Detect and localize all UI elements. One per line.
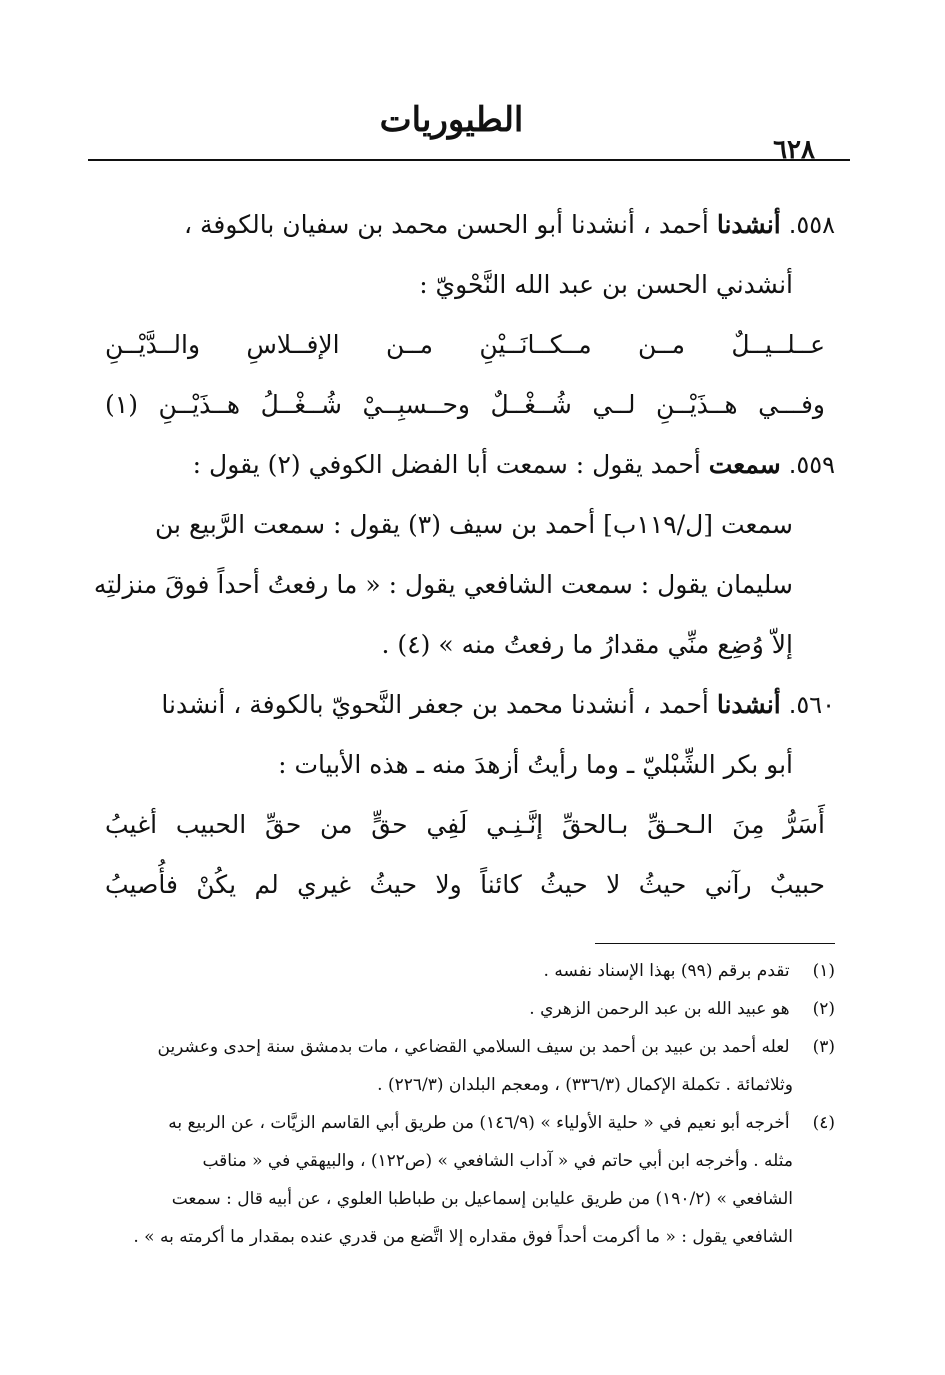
footnote-text: تقدم برقم (٩٩) بهذا الإسناد نفسه . (543, 961, 790, 981)
entry-559-line-2: سمعت [ل/١١٩ب] أحمد بن سيف (٣) يقول : سمعت الرَّبيع بن (155, 510, 793, 539)
footnote-4-continuation: مثله . وأخرجه ابن أبي حاتم في « آداب الشافعي » (ص١٢٢) ، والبيهقي في « مناقب (202, 1151, 793, 1171)
entry-keyword: سمعت (708, 450, 781, 479)
footnote-marker: (١) (812, 961, 835, 981)
footnotes (95, 952, 835, 1256)
poem-verse-1: عــلــيــلٌ مــن مــكــانَــيْنِ مــن الإفــلاسِ والــدَّيْــنِ (105, 330, 825, 359)
poem-verse-4: حبيبٌ رآني حيثُ لا حيثُ كائناً ولا حيثُ غيري لم يكُنْ فأُصيبُ (105, 870, 825, 899)
entry-keyword: أنشدنا (716, 210, 781, 239)
entry-text: أحمد يقول : سمعت أبا الفضل الكوفي (٢) يقول : (192, 450, 709, 479)
footnote-divider (595, 943, 835, 944)
footnote-text: أخرجه أبو نعيم في « حلية الأولياء » (١٤٦/٩) من طريق أبي القاسم الزيَّات ، عن الربيع به (168, 1113, 790, 1133)
entry-559-line-3: سليمان يقول : سمعت الشافعي يقول : « ما رفعتُ أحداً فوقَ منزلتِه (93, 570, 793, 599)
footnote-4-continuation: الشافعي يقول : « ما أكرمت أحداً فوق مقداره إلا اتَّضع من قدري عنده بمقدار ما أكرمته به » . (133, 1227, 793, 1247)
footnote-2 (95, 990, 835, 1028)
entry-text: أحمد ، أنشدنا أبو الحسن محمد بن سفيان بالكوفة ، (184, 210, 717, 239)
main-text (85, 195, 835, 915)
entry-560-line-1 (85, 675, 835, 735)
footnote-1 (95, 952, 835, 990)
footnote-3-continuation: وثلاثمائة . تكملة الإكمال (٣٣٦/٣) ، ومعجم البلدان (٢٢٦/٣) . (377, 1075, 793, 1095)
footnote-4 (95, 1104, 835, 1142)
entry-number: ٥٦٠. (788, 691, 835, 719)
entry-559-line-1 (85, 435, 835, 495)
entry-keyword: أنشدنا (716, 690, 781, 719)
footnote-marker: (٣) (812, 1037, 835, 1057)
poem-verse-2: وفـــي هــذَيْــنِ لــي شُــغْــلٌ وحــسبِــيْ شُــغْــلُ هــذَيْــنِ (١) (105, 390, 825, 419)
header-divider (88, 159, 850, 161)
entry-number: ٥٥٩. (788, 451, 835, 479)
entry-558-line-1 (85, 195, 835, 255)
book-title: الطيوريات (379, 100, 524, 140)
footnote-4-continuation: الشافعي » (١٩٠/٢) من طريق عليابن إسماعيل بن طباطبا العلوي ، عن أبيه قال : سمعت (171, 1189, 793, 1209)
entry-number: ٥٥٨. (788, 211, 835, 239)
footnote-text: هو عبيد الله بن عبد الرحمن الزهري . (529, 999, 790, 1019)
entry-558-line-2: أنشدني الحسن بن عبد الله النَّحْويّ : (419, 270, 793, 299)
entry-559-line-4: إلاّ وُضِع منِّي مقدارُ ما رفعتُ منه » (٤) . (381, 630, 793, 659)
entry-560-line-2: أبو بكر الشِّبْليّ ـ وما رأيتُ أزهدَ منه ـ هذه الأبيات : (278, 750, 793, 779)
page-header (88, 95, 815, 165)
poem-verse-3: أَسَرُّ مِنَ الـحـقِّ بـالحقِّ إنَّـنِـي لَفِي حقٍّ من حقِّ الحبيب أغيبُ (105, 810, 825, 839)
footnote-marker: (٢) (812, 999, 835, 1019)
footnote-marker: (٤) (812, 1113, 835, 1133)
entry-text: أحمد ، أنشدنا محمد بن جعفر النَّحويّ بالكوفة ، أنشدنا (161, 690, 717, 719)
footnote-3 (95, 1028, 835, 1066)
footnote-text: لعله أحمد بن عبيد بن أحمد بن سيف السلامي القضاعي ، مات بدمشق سنة إحدى وعشرين (157, 1037, 790, 1057)
page-number: ٦٢٨ (773, 135, 815, 165)
